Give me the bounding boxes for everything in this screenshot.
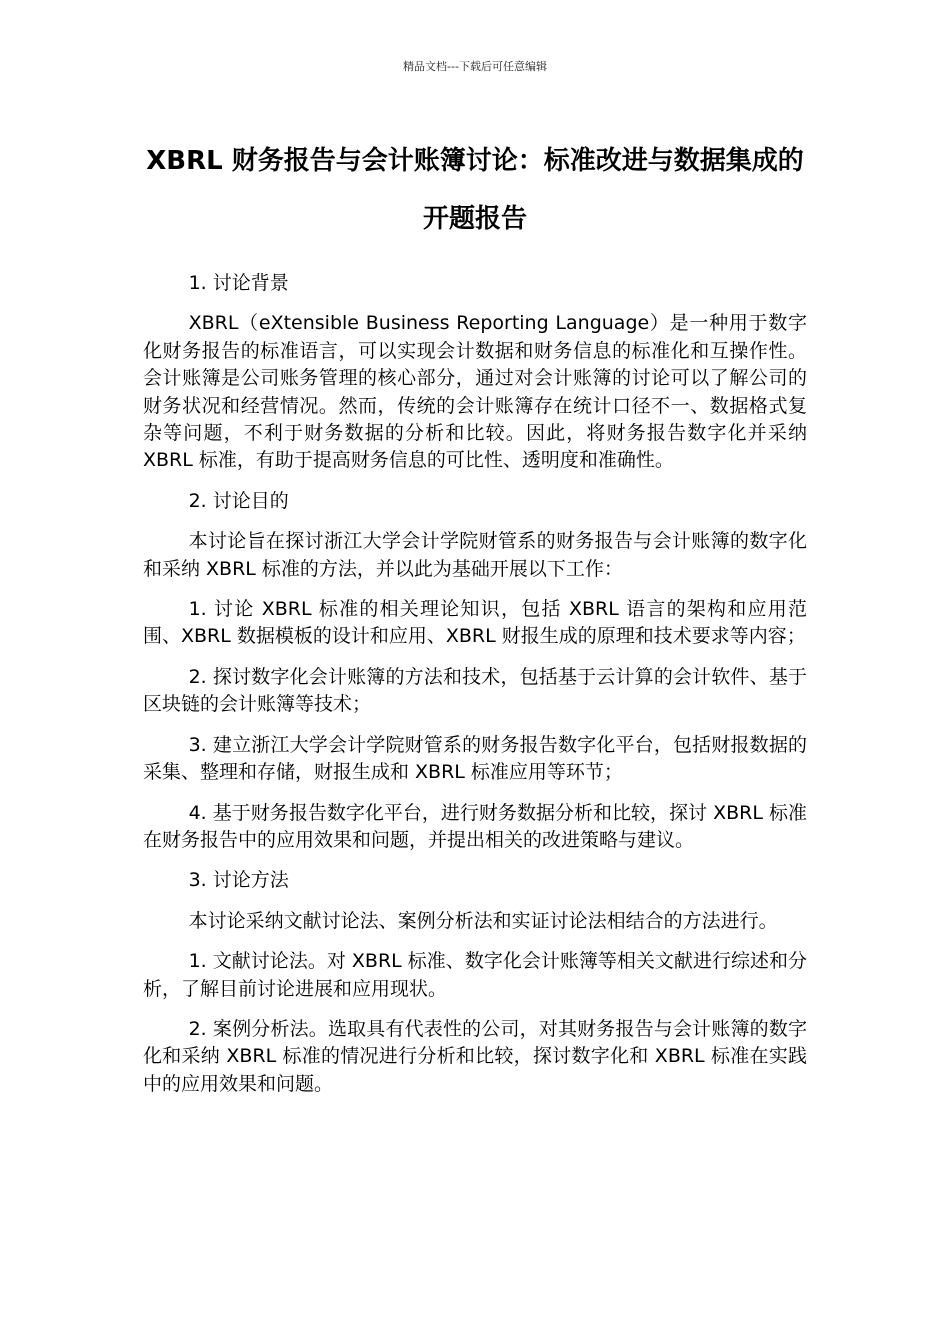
paragraph-method-intro: 本讨论采纳文献讨论法、案例分析法和实证讨论法相结合的方法进行。: [188, 909, 778, 932]
paragraph-purpose-intro: 本讨论旨在探讨浙江大学会计学院财管系的财务报告与会计账簿的数字化和采纳 XBRL 标准的方法，并以此为基础开展以下工作：: [143, 530, 807, 580]
list-item-method-1: 1. 文献讨论法。对 XBRL 标准、数字化会计账簿等相关文献进行综述和分析，了解目前讨论进展和应用现状。: [143, 950, 807, 1000]
section-heading-purpose: 2. 讨论目的: [188, 489, 289, 512]
section-heading-background: 1. 讨论背景: [188, 272, 289, 294]
section-heading-method: 3. 讨论方法: [188, 869, 289, 892]
list-item-purpose-1: 1. 讨论 XBRL 标准的相关理论知识，包括 XBRL 语言的架构和应用范围、XBRL 数据模板的设计和应用、XBRL 财报生成的原理和技术要求等内容；: [143, 598, 807, 648]
document-body: [143, 270, 807, 1111]
header-note: 精品文档---下载后可任意编辑: [403, 60, 547, 73]
list-item-purpose-4: 4. 基于财务报告数字化平台，进行财务数据分析和比较，探讨 XBRL 标准在财务报告中的应用效果和问题，并提出相关的改进策略与建议。: [143, 801, 807, 851]
list-item-purpose-3: 3. 建立浙江大学会计学院财管系的财务报告数字化平台，包括财报数据的采集、整理和存储，财报生成和 XBRL 标准应用等环节；: [143, 733, 807, 784]
document-title: XBRL 财务报告与会计账簿讨论：标准改进与数据集成的开题报告: [146, 146, 804, 234]
list-item-purpose-2: 2. 探讨数字化会计账簿的方法和技术，包括基于云计算的会计软件、基于区块链的会计账簿等技术；: [143, 665, 807, 716]
paragraph-background: XBRL（eXtensible Business Reporting Language）是一种用于数字化财务报告的标准语言，可以实现会计数据和财务信息的标准化和互操作性。会计账簿是公司账务管理的核心部分，通过对会计账簿的讨论可以了解公司的财务状况和经营情况。然而，传统的会计账簿存在统计口径不一、数据格式复杂等问题，不利于财务数据的分析和比较。因此，将财务报告数字化并采纳 XBRL 标准，有助于提高财务信息的可比性、透明度和准确性。: [143, 312, 807, 472]
list-item-method-2: 2. 案例分析法。选取具有代表性的公司，对其财务报告与会计账簿的数字化和采纳 XBRL 标准的情况进行分析和比较，探讨数字化和 XBRL 标准在实践中的应用效果和问题。: [143, 1017, 807, 1095]
